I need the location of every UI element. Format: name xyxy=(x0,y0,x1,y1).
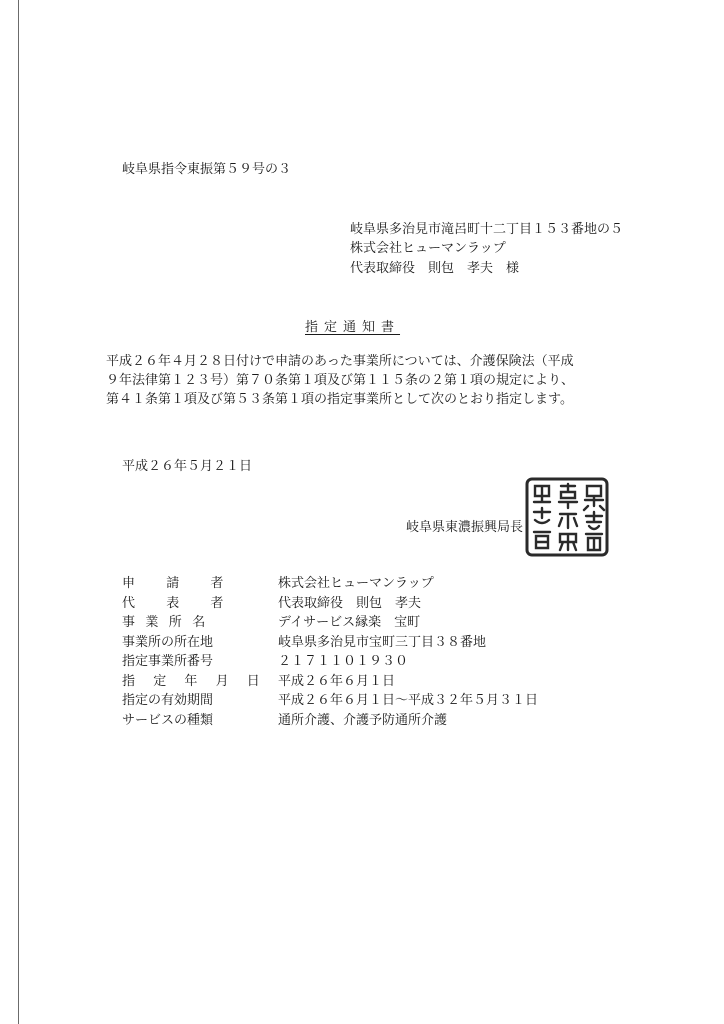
detail-value: ２１７１１０１９３０ xyxy=(278,654,409,670)
detail-value: 通所介護、介護予防通所介護 xyxy=(278,712,448,728)
detail-label: 事業所名 xyxy=(122,615,216,631)
detail-row-facility-number xyxy=(122,650,538,670)
issue-date: 平成２６年５月２１日 xyxy=(122,459,253,474)
detail-label: 指定年月日 xyxy=(122,673,279,689)
detail-label: 指定事業所番号 xyxy=(122,654,214,670)
detail-row-representative xyxy=(122,592,538,612)
detail-row-facility-address xyxy=(122,631,538,651)
detail-value: 平成２６年６月１日 xyxy=(278,673,396,689)
detail-value: 株式会社ヒューマンラップ xyxy=(278,576,434,592)
detail-row-validity-period xyxy=(122,689,538,709)
detail-row-applicant xyxy=(122,572,538,592)
detail-value: 平成２６年６月１日〜平成３２年５月３１日 xyxy=(278,693,539,709)
reference-number: 岐阜県指令東振第５９号の３ xyxy=(122,162,292,177)
detail-label: サービスの種類 xyxy=(122,712,214,728)
detail-value: デイサービス縁楽 宝町 xyxy=(278,615,421,631)
issuer-title: 岐阜県東濃振興局長 xyxy=(406,520,524,535)
designation-details-table xyxy=(122,572,538,728)
notice-body: 平成２６年４月２８日付けで申請のあった事業所については、介護保険法（平成９年法律第１２３号）第７０条第１項及び第１１５条の２第１項の規定により、第４１条第１項及び第５３条第１項の指定事業所として次のとおり指定します。 xyxy=(106,354,575,407)
detail-row-designation-date xyxy=(122,670,538,690)
detail-label: 代表者 xyxy=(122,595,255,611)
detail-label: 事業所の所在地 xyxy=(122,634,214,650)
addressee-address: 岐阜県多治見市滝呂町十二丁目１５３番地の５ xyxy=(350,222,624,237)
detail-label: 指定の有効期間 xyxy=(122,693,214,709)
detail-row-facility-name xyxy=(122,611,538,631)
detail-label: 申請者 xyxy=(122,576,255,592)
scan-edge-line xyxy=(18,0,19,1024)
detail-value: 代表取締役 則包 孝夫 xyxy=(278,595,422,611)
addressee-company: 株式会社ヒューマンラップ xyxy=(350,241,506,256)
detail-value: 岐阜県多治見市宝町三丁目３８番地 xyxy=(278,634,487,650)
official-seal-icon xyxy=(525,476,609,558)
addressee-representative: 代表取締役 則包 孝夫 様 xyxy=(350,261,520,276)
document-title: 指定通知書 xyxy=(305,320,401,335)
detail-row-service-type xyxy=(122,709,538,729)
